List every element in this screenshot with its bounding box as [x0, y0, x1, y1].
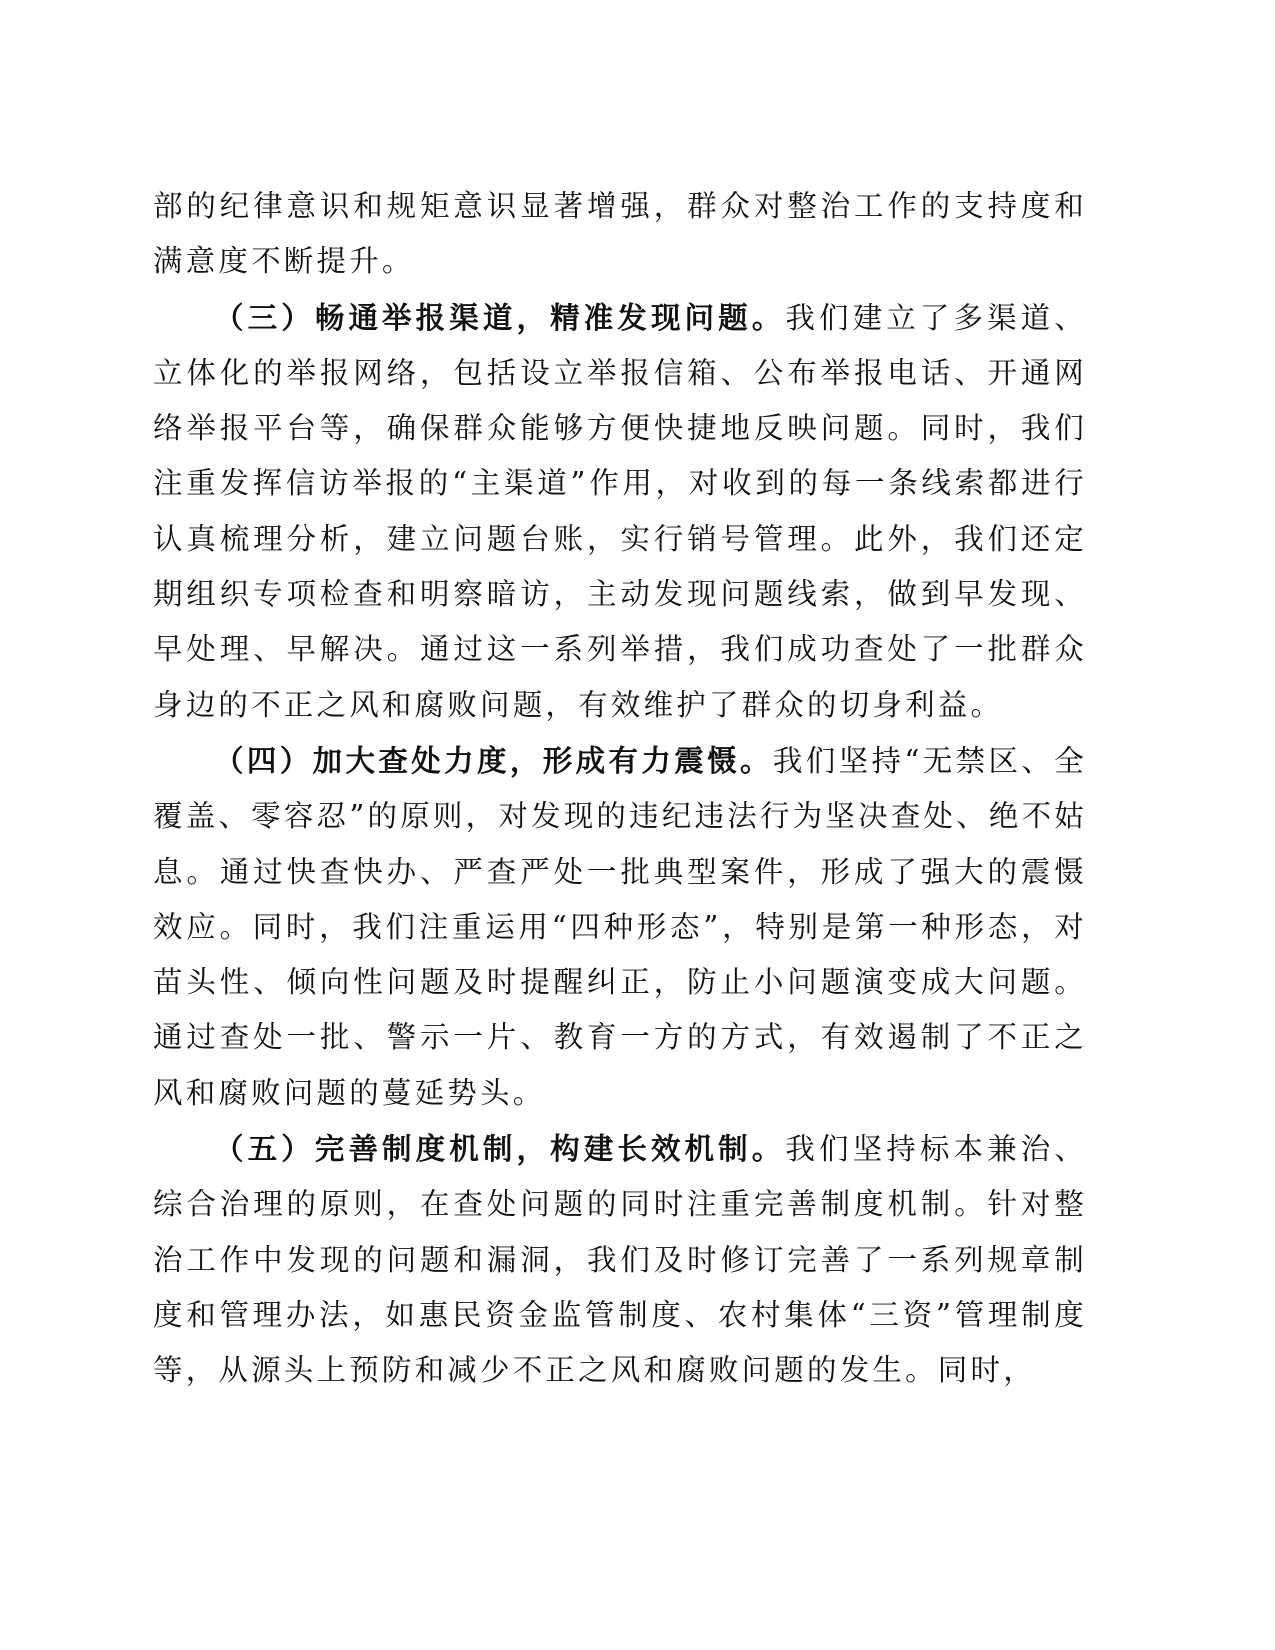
paragraph-text: 我们坚持标本兼治、综合治理的原则，在查处问题的同时注重完善制度机制。针对整治工作中发现的问题和漏洞，我们及时修订完善了一系列规章制度和管理办法，如惠民资金监管制度、农村集体“三资”管理制度等，从源头上预防和减少不正之风和腐败问题的发生。同时， — [153, 1132, 1087, 1388]
section-heading: （四）加大查处力度，形成有力震慑。 — [214, 742, 773, 778]
paragraph-section-5 — [153, 1121, 1087, 1398]
paragraph-text: 我们坚持“无禁区、全覆盖、零容忍”的原则，对发现的违纪违法行为坚决查处、绝不姑息。通过快查快办、严查严处一批典型案件，形成了强大的震慑效应。同时，我们注重运用“四种形态”，特别是第一种形态，对苗头性、倾向性问题及时提醒纠正，防止小问题演变成大问题。通过查处一批、警示一片、教育一方的方式，有效遏制了不正之风和腐败问题的蔓延势头。 — [153, 743, 1087, 1110]
paragraph-text: 部的纪律意识和规矩意识显著增强，群众对整治工作的支持度和满意度不断提升。 — [153, 189, 1087, 279]
paragraph-section-4 — [153, 733, 1087, 1121]
paragraph-text: 我们建立了多渠道、立体化的举报网络，包括设立举报信箱、公布举报电话、开通网络举报平台等，确保群众能够方便快捷地反映问题。同时，我们注重发挥信访举报的“主渠道”作用，对收到的每一条线索都进行认真梳理分析，建立问题台账，实行销号管理。此外，我们还定期组织专项检查和明察暗访，主动发现问题线索，做到早发现、早处理、早解决。通过这一系列举措，我们成功查处了一批群众身边的不正之风和腐败问题，有效维护了群众的切身利益。 — [153, 300, 1087, 722]
paragraph-section-3 — [153, 290, 1087, 733]
section-heading: （三）畅通举报渠道，精准发现问题。 — [214, 299, 786, 335]
paragraph-continuation — [153, 179, 1087, 290]
document-body — [153, 179, 1087, 1399]
section-heading: （五）完善制度机制，构建长效机制。 — [214, 1131, 786, 1167]
